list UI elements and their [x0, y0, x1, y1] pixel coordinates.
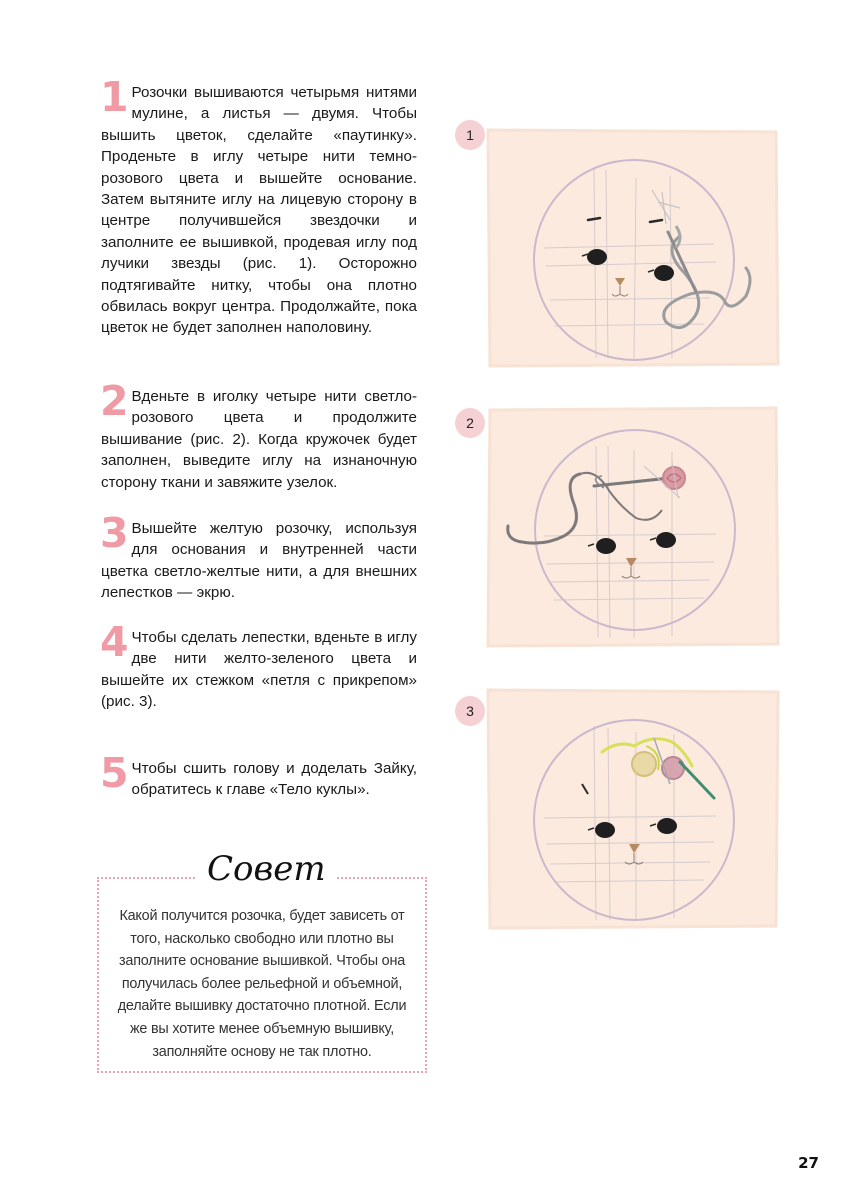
step-number: 5	[100, 749, 129, 797]
fabric-square	[488, 690, 778, 928]
figure-1-illustration	[484, 128, 780, 378]
step-text: Розочки вышиваются четырьмя нитями мулине, а листья — двумя. Чтобы вышить цветок, сделайте «паутинку». Проденьте в иглу четыре нити темно-розового цвета и вышейте основание. Затем вытяните иглу на лицевую сторону в центре получившейся звездочки и заполните ее вышивкой, продевая иглу под лучики звезды (рис. 1). Осторожно подтягивайте нитку, чтобы она плотно обвилась вокруг центра. Продолжайте, пока цветок не будет заполнен наполовину.	[101, 84, 417, 337]
yellow-rose-icon	[632, 752, 656, 776]
fabric-square	[488, 130, 778, 366]
step-text: Чтобы сшить голову и доделать Зайку, обратитесь к главе «Тело куклы».	[131, 760, 417, 799]
step-text: Вышейте желтую розочку, используя для основания и внутренней части цветка светло-желтые нити, а для внешних лепестков — экрю.	[101, 520, 417, 602]
step-number: 1	[100, 73, 129, 121]
figure-label-badge: 2	[455, 408, 485, 438]
figure-2-illustration	[484, 406, 780, 656]
step-2	[100, 377, 417, 493]
step-number: 2	[100, 377, 129, 425]
step-3	[100, 509, 417, 604]
figure-1	[466, 127, 780, 378]
step-5	[100, 749, 417, 801]
figure-2	[466, 406, 780, 656]
pink-rose-icon	[662, 757, 684, 779]
page-number: 27	[798, 1154, 819, 1172]
figure-label-badge: 1	[455, 120, 485, 150]
figure-3	[466, 688, 780, 938]
step-4	[100, 618, 417, 713]
step-text: Чтобы сделать лепестки, вденьте в иглу две нити желто-зеленого цвета и вышейте их стежком «петля с прикрепом» (рис. 3).	[101, 629, 417, 711]
figure-label-badge: 3	[455, 696, 485, 726]
tip-box	[97, 849, 427, 1073]
step-number: 3	[100, 509, 129, 557]
step-number: 4	[100, 618, 129, 666]
tip-text: Какой получится розочка, будет зависеть от того, насколько свободно или плотно вы заполните основание вышивкой. Чтобы она получилась более рельефной и объемной, делайте вышивку достаточно плотной. Если же вы хотите менее объемную вышивку, заполняйте основу не так плотно.	[117, 908, 407, 1060]
figure-3-illustration	[484, 688, 780, 938]
step-text: Вденьте в иголку четыре нити светло-розового цвета и продолжите вышивание (рис. 2). Когда кружочек будет заполнен, выведите иглу на изнаночную сторону ткани и завяжите узелок.	[101, 388, 417, 491]
step-1	[100, 73, 417, 339]
tip-title: Совет	[197, 847, 336, 891]
